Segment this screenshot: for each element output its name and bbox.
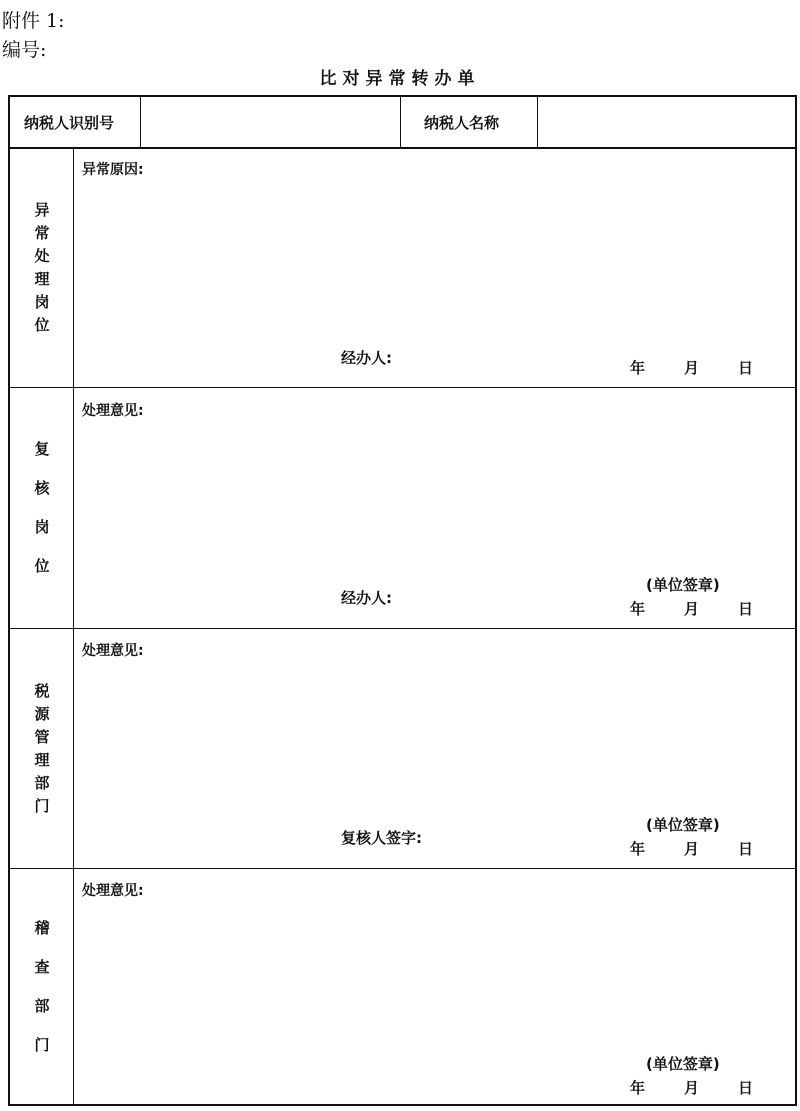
taxpayer-id-field[interactable] <box>142 99 398 145</box>
unit-seal-label: (单位签章) <box>646 576 720 594</box>
side-char: 稽 <box>34 918 50 937</box>
side-char: 理 <box>34 750 50 769</box>
day-label: 日 <box>738 840 754 858</box>
side-char: 异 <box>34 201 50 219</box>
row-divider <box>10 147 795 149</box>
day-label: 日 <box>738 600 754 618</box>
year-label: 年 <box>630 840 646 858</box>
month-label: 月 <box>684 840 700 858</box>
abnormal-reason-label: 异常原因: <box>82 162 144 178</box>
handler-label: 经办人: <box>341 589 392 607</box>
year-label: 年 <box>630 359 646 377</box>
column-divider <box>400 97 401 147</box>
month-label: 月 <box>684 359 700 377</box>
side-char: 门 <box>34 796 50 815</box>
attachment-label: 附件 1: <box>2 10 65 32</box>
inspection-opinion-field[interactable] <box>76 900 791 1055</box>
transfer-form <box>8 95 797 1106</box>
section-review-label <box>10 388 74 628</box>
section-divider <box>10 628 795 629</box>
unit-seal-label: (单位签章) <box>646 816 720 834</box>
section-divider <box>10 868 795 869</box>
serial-number-label: 编号: <box>2 39 47 61</box>
column-divider <box>140 97 141 147</box>
side-char: 源 <box>34 704 50 723</box>
taxpayer-name-label: 纳税人名称 <box>424 114 500 132</box>
opinion-label: 处理意见: <box>82 883 144 899</box>
day-label: 日 <box>738 359 754 377</box>
taxpayer-name-field[interactable] <box>539 99 793 145</box>
month-label: 月 <box>684 1079 700 1097</box>
column-divider <box>537 97 538 147</box>
section-abnormal-handling-label <box>10 149 74 387</box>
side-char: 岗 <box>34 518 50 536</box>
side-char: 税 <box>34 681 50 700</box>
side-char: 常 <box>34 224 50 242</box>
section-divider <box>10 387 795 388</box>
reviewer-signature-label: 复核人签字: <box>341 829 422 847</box>
year-label: 年 <box>630 1079 646 1097</box>
side-char: 核 <box>34 479 50 497</box>
handler-label: 经办人: <box>341 349 392 367</box>
side-char: 部 <box>34 996 50 1015</box>
unit-seal-label: (单位签章) <box>646 1055 720 1073</box>
side-char: 岗 <box>34 293 50 311</box>
side-char: 查 <box>34 957 50 976</box>
section-inspection-label <box>10 869 74 1104</box>
month-label: 月 <box>684 600 700 618</box>
year-label: 年 <box>630 600 646 618</box>
tax-source-opinion-field[interactable] <box>76 660 791 820</box>
section-tax-source-label <box>10 629 74 868</box>
side-char: 理 <box>34 270 50 288</box>
taxpayer-id-label: 纳税人识别号 <box>24 114 115 132</box>
side-char: 处 <box>34 247 50 265</box>
review-opinion-field[interactable] <box>76 420 791 580</box>
opinion-label: 处理意见: <box>82 643 144 659</box>
day-label: 日 <box>738 1079 754 1097</box>
abnormal-reason-field[interactable] <box>76 179 791 339</box>
side-char: 位 <box>34 316 50 334</box>
side-char: 门 <box>34 1035 50 1054</box>
form-title: 比对异常转办单 <box>319 69 481 89</box>
side-char: 位 <box>34 557 50 575</box>
side-char: 复 <box>34 440 50 458</box>
opinion-label: 处理意见: <box>82 403 144 419</box>
side-char: 管 <box>34 727 50 746</box>
side-char: 部 <box>34 773 50 792</box>
